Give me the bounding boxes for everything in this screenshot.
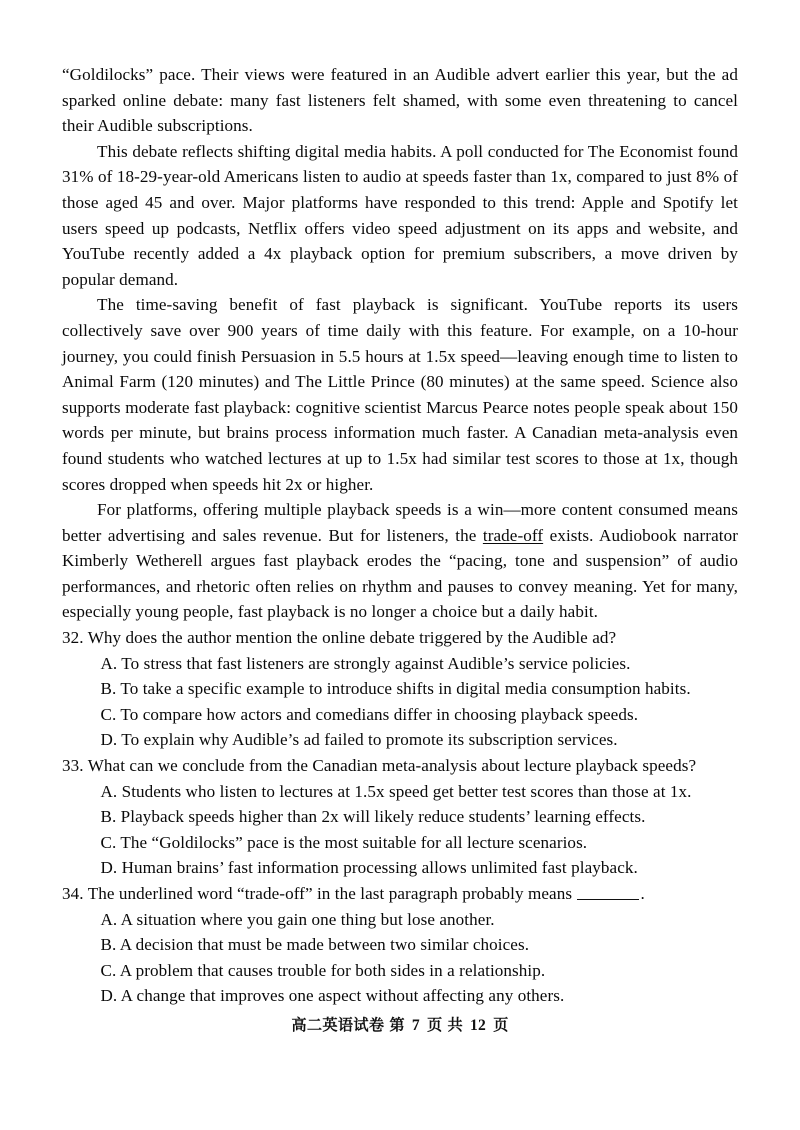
page-content [62, 62, 738, 1009]
passage-paragraph-2: This debate reflects shifting digital media habits. A poll conducted for The Economist found 31% of 18-29-year-old Americans listen to audio at speeds faster than 1x, compared to just 8% of those aged 45 and over. Major platforms have responded to this trend: Apple and Spotify let users speed up podcasts, Netflix offers video speed adjustment on its apps and website, and YouTube recently added a 4x playback option for premium subscribers, a move driven by popular demand. [62, 141, 738, 289]
question-33-number: 33. [62, 756, 84, 776]
question-33-option-b[interactable]: B. Playback speeds higher than 2x will likely reduce students’ learning effects. [100, 807, 646, 827]
question-34-text-after-blank: . [640, 884, 645, 903]
question-34-option-d[interactable]: D. A change that improves one aspect without affecting any others. [100, 986, 565, 1006]
question-34-option-c[interactable]: C. A problem that causes trouble for both sides in a relationship. [100, 960, 546, 980]
question-33 [62, 753, 738, 881]
footer-total-label: 共 [447, 1016, 463, 1034]
question-33-option-c[interactable]: C. The “Goldilocks” pace is the most suitable for all lecture scenarios. [100, 832, 588, 852]
footer-page-label: 第 [389, 1016, 405, 1034]
footer-page-unit: 页 [426, 1016, 443, 1034]
question-34-number: 34. [62, 884, 84, 903]
question-34-stem [62, 881, 738, 907]
question-32-option-c[interactable]: C. To compare how actors and comedians differ in choosing playback speeds. [100, 704, 639, 724]
footer-total-pages: 12 [469, 1017, 487, 1034]
answer-blank[interactable] [577, 899, 639, 900]
underlined-term-trade-off: trade-off [482, 525, 544, 545]
paragraph-4-text-before: For platforms, offering multiple playback speeds is a win—more content consumed means better advertising and sales revenue. But for listeners, the [62, 500, 738, 545]
passage-paragraph-4 [62, 497, 738, 625]
footer-paper-title: 高二英语试卷 [291, 1016, 385, 1034]
passage-paragraph-1: “Goldilocks” pace. Their views were featured in an Audible advert earlier this year, but the ad sparked online debate: many fast listeners felt shamed, with some even threatening to cancel their Audible subscriptions. [62, 65, 738, 136]
question-33-text: What can we conclude from the Canadian meta-analysis about lecture playback speeds? [87, 756, 697, 776]
paragraph-4-text-after: exists. Audiobook narrator Kimberly Wetherell argues fast playback erodes the “pacing, tone and suspension” of audio performances, and rhetoric often relies on rhythm and pauses to convey meaning. Yet for many, especially young people, fast playback is no longer a choice but a daily habit. [62, 525, 738, 622]
page-footer [0, 1014, 800, 1037]
question-32-text: Why does the author mention the online debate triggered by the Audible ad? [87, 628, 617, 648]
question-32-option-b[interactable]: B. To take a specific example to introduce shifts in digital media consumption habits. [100, 679, 691, 699]
question-32-option-a[interactable]: A. To stress that fast listeners are strongly against Audible’s service policies. [100, 653, 631, 673]
passage-paragraph-3: The time-saving benefit of fast playback is significant. YouTube reports its users collectively save over 900 years of time daily with this feature. For example, on a 10-hour journey, you could finish Persuasion in 5.5 hours at 1.5x speed—leaving enough time to listen to Animal Farm (120 minutes) and The Little Prince (80 minutes) at the same speed. Science also supports moderate fast playback: cognitive scientist Marcus Pearce notes people speak about 150 words per minute, but brains process information much faster. A Canadian meta-analysis even found students who watched lectures at up to 1.5x had similar test scores to those at 1x, though scores dropped when speeds hit 2x or higher. [62, 295, 738, 494]
question-34-option-a[interactable]: A. A situation where you gain one thing but lose another. [100, 909, 495, 929]
question-32 [62, 625, 738, 753]
question-33-stem [62, 753, 738, 779]
footer-total-unit: 页 [493, 1016, 509, 1034]
question-33-option-a[interactable]: A. Students who listen to lectures at 1.5x speed get better test scores than those at 1x. [100, 781, 692, 801]
question-33-option-d[interactable]: D. Human brains’ fast information processing allows unlimited fast playback. [100, 858, 638, 878]
question-32-stem [62, 625, 738, 651]
question-34-option-b[interactable]: B. A decision that must be made between two similar choices. [100, 935, 530, 955]
question-34-text-before-blank: The underlined word “trade-off” in the last paragraph probably means [87, 884, 577, 903]
footer-page-number: 7 [411, 1017, 420, 1034]
question-32-option-d[interactable]: D. To explain why Audible’s ad failed to promote its subscription services. [100, 730, 618, 750]
question-34 [62, 881, 738, 1009]
question-32-number: 32. [62, 628, 84, 648]
